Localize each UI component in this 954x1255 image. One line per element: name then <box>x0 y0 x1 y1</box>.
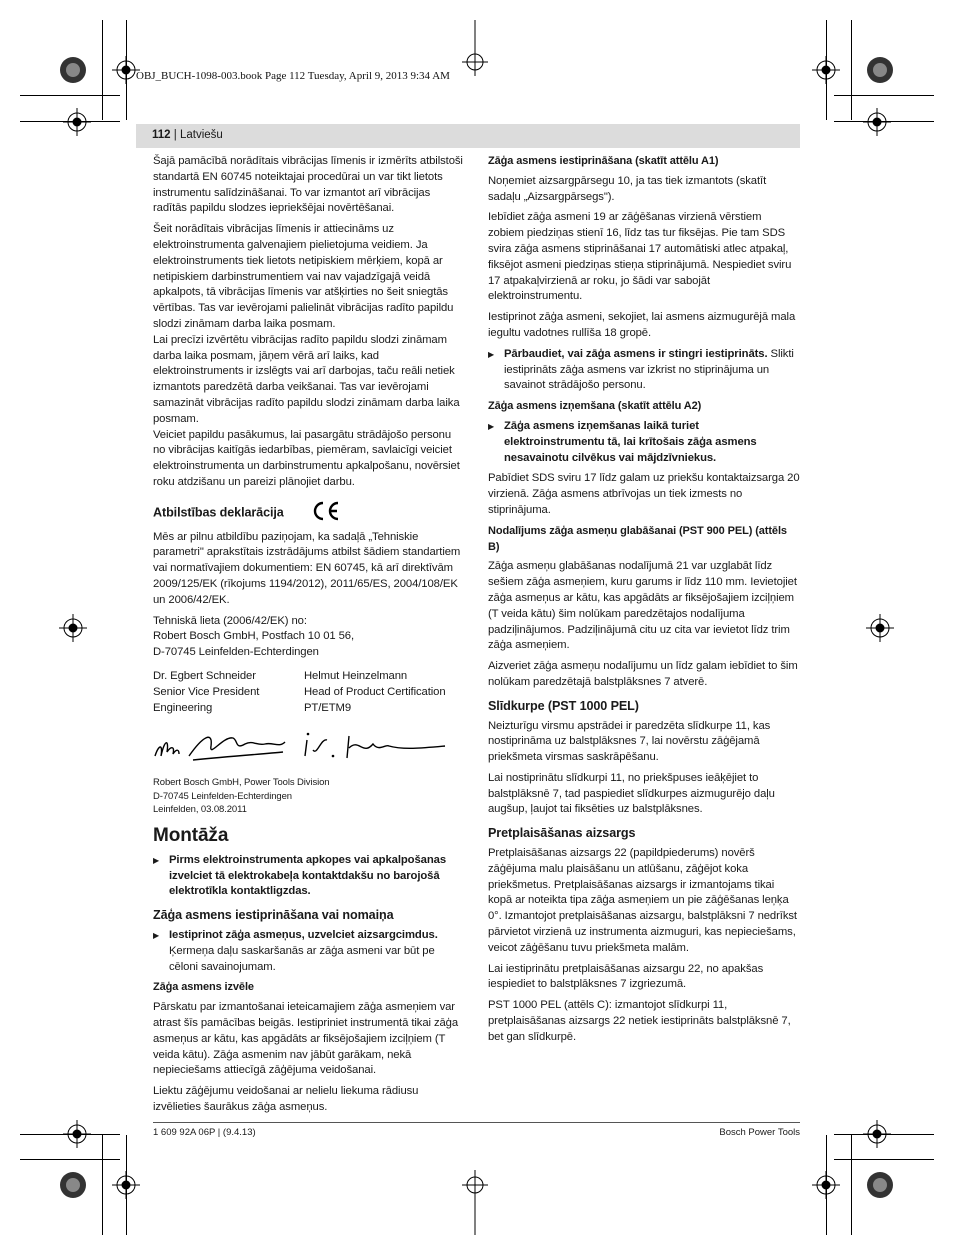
text-line: Tehniskā lieta (2006/42/EK) no: <box>153 614 307 627</box>
text-line: D-70745 Leinfelden-Echterdingen <box>153 790 292 802</box>
bullet-bold: Iestiprinot zāģa asmeņus, uzvelciet aizsargcimdus. <box>169 929 438 942</box>
signatory-title: Senior Vice President <box>153 685 260 698</box>
text-line: Robert Bosch GmbH, Postfach 10 01 56, <box>153 630 355 643</box>
chapter-title: Montāža <box>153 824 229 846</box>
footer-brand: Bosch Power Tools <box>719 1127 800 1138</box>
subsection-heading: Zāģa asmens iestiprināšana (skatīt attēlu A1) <box>488 155 719 167</box>
subsection-heading: Zāģa asmens izvēle <box>153 981 254 994</box>
paragraph: Aizveriet zāģa asmeņu nodalījumu un līdz galam iebīdiet to šim nolūkam paredzētajā balstplāksnes 7 atverē. <box>488 660 798 688</box>
paragraph: Lai nostiprinātu slīdkurpi 11, no priekšpuses ieāķējiet to balstplāksnē 7, tad paspiediet slīdkurpes aizmugurējo daļu augšup, ļaujot tai fiksēties uz balstplāksnes. <box>488 771 775 816</box>
footer-code: 1 609 92A 06P | (9.4.13) <box>153 1127 256 1138</box>
starburst-icon <box>60 57 86 83</box>
safety-bullet <box>488 347 800 394</box>
starburst-icon <box>867 57 893 83</box>
starburst-icon <box>60 1172 86 1198</box>
text-line: Robert Bosch GmbH, Power Tools Division <box>153 777 330 789</box>
paragraph: Neizturīgu virsmu apstrādei ir paredzēta slīdkurpe 11, kas nostiprināma uz balstplāksnes 7, lai novērstu zāģējamā priekšmeta virsmas saskrāpēšanu. <box>488 719 771 764</box>
ce-mark-icon <box>311 501 341 526</box>
paragraph: Pretplaisāšanas aizsargs 22 (papildpiederums) novērš zāģējuma malu plaisāšanu un atlūšanu, zāģējot koka priekšmetus. Pretplaisāšanas aizsargs ir izmantojams tikai kopā ar noteikta tipa zāģa asmeņiem un pie zāģēšanas leņķa 0°. Izmantojot pretplaisāšanas aizsargu, balstplāksni 7 nedrīkst pārvietot virzienā uz instrumenta aizmuguri, kas nepieciešams, veicot zāģēšanu tuvu priekšmeta malām. <box>488 847 797 954</box>
bullet-text: Slikti iestiprināts zāģa asmens var izkrist no stiprinājuma un savainot strādājošo personu. <box>504 347 794 392</box>
signatory-dept: PT/ETM9 <box>304 701 352 714</box>
heading-text: Atbilstības deklarācija <box>153 505 284 520</box>
header-language: Latviešu <box>179 129 223 141</box>
registration-target-icon <box>462 20 488 76</box>
safety-bullet <box>153 853 465 900</box>
paragraph: Pabīdiet SDS sviru 17 līdz galam uz priekšu kontaktaizsarga 20 virzienā. Zāģa asmens atbrīvojas un tiek izmests no stiprinājuma. <box>488 472 800 516</box>
safety-bullet <box>153 928 465 975</box>
page-header <box>136 124 800 148</box>
section-heading <box>153 501 465 526</box>
section-heading: Slīdkurpe (PST 1000 PEL) <box>488 698 639 713</box>
registration-target-icon <box>63 108 91 136</box>
signatory-title: Head of Product Certification <box>304 685 446 698</box>
section-heading: Zāģa asmens iestiprināšana vai nomaiņa <box>153 908 394 923</box>
paragraph: Lai precīzi izvērtētu vibrācijas radīto papildu slodzi zināmam darba laika posmam, jāņem vērā arī laiks, kad elektroinstruments ir izslēgts vai arī darbojas, taču reāli netiek izmantots paredzētā darba veikšanai. Tas var ievērojami samazināt vibrācijas radīto papildu slodzi zināmam darba laika posmam. <box>153 333 460 425</box>
safety-bullet <box>488 419 800 466</box>
print-slug: OBJ_BUCH-1098-003.book Page 112 Tuesday, April 9, 2013 9:34 AM <box>136 70 450 82</box>
registration-target-icon <box>812 56 840 84</box>
bullet-bold: Pārbaudiet, vai zāģa asmens ir stingri iestiprināts. <box>504 347 768 360</box>
signature-prefix: ppa. <box>157 762 159 764</box>
signatory-name: Helmut Heinzelmann <box>304 669 408 682</box>
paragraph: Iestiprinot zāģa asmeni, sekojiet, lai asmens aizmugurējā mala iegultu vadotnes rullīša 18 gropē. <box>488 311 796 339</box>
text-line: Leinfelden, 03.08.2011 <box>153 804 247 816</box>
registration-target-icon <box>112 1171 140 1199</box>
registration-target-icon <box>812 1171 840 1199</box>
paragraph: Lai iestiprinātu pretplaisāšanas aizsargu 22, no apakšas iespiediet to balstplāksnes 7 izgriezumā. <box>488 962 764 991</box>
paragraph: Noņemiet aizsargpārsegu 10, ja tas tiek izmantots (skatīt sadaļu „Aizsargpārsegs"). <box>488 174 767 203</box>
paragraph: Šajā pamācībā norādītais vibrācijas līmenis ir izmērīts atbilstoši standartā EN 60745 noteiktajai procedūrai un var tikt lietots instrumentu salīdzināšanai. To var izmantot arī vibrācijas radītās papildu slodzes iepriekšējai novērtēšanai. <box>153 155 463 215</box>
left-column <box>153 154 465 1121</box>
bullet-text: Ķermeņa daļu saskaršanās ar zāģa asmeni var būt pe cēloni savainojumam. <box>169 944 435 973</box>
registration-target-icon <box>863 108 891 136</box>
paragraph: Mēs ar pilnu atbildību paziņojam, ka sadaļā „Tehniskie parametri" aprakstītais izstrādājums atbilst šādiem standartiem vai normatīvajiem dokumentiem: EN 60745, kā arī direktīvām 2009/125/EK (rīkojums 1194/2012), 2011/65/ES, 2004/108/EK un 2006/42/EK. <box>153 530 461 606</box>
paragraph: Šeit norādītais vibrācijas līmenis ir attiecināms uz elektroinstrumenta galvenajiem pielietojuma veidiem. Ja elektroinstruments tiek lietots netipiskiem mērķiem, kopā ar netipiskiem darbinstrumentiem vai nav vajadzīgajā veidā apkalpots, tā vibrācijas līmenis var atšķirties no šeit sniegtās vērtības. Tas var ievērojami palielināt vibrācijas radīto papildu slodzi zināmam darba laika posmam. <box>153 223 454 330</box>
company-address <box>153 776 465 817</box>
signatory-row <box>153 685 465 701</box>
signatory-dept: Engineering <box>153 701 213 714</box>
paragraph: PST 1000 PEL (attēls C): izmantojot slīdkurpi 11, pretplaisāšanas aizsargs 22 netiek iestiprināts balstplāksnē 7, bet gan slīdkurpē. <box>488 999 791 1043</box>
subsection-heading: Zāģa asmens izņemšana (skatīt attēlu A2) <box>488 400 702 413</box>
page-footer <box>153 1122 800 1138</box>
header-separator: | <box>170 129 180 141</box>
paragraph: Veiciet papildu pasākumus, lai pasargātu strādājošo personu no vibrācijas kaitīgās iedarbības, piemēram, savlaicīgi veiciet elektroinstrumenta un darbinstrumentu apkalpošanu, novērsiet roku atdzišanu un pareizi plānojiet darbu. <box>153 428 460 488</box>
starburst-icon <box>867 1172 893 1198</box>
paragraph: Pārskatu par izmantošanai ieteicamajiem zāģa asmeņiem var atrast šīs pamācības beigās. Iestipriniet instrumentā tikai zāģa asmeņus ar kātu, kas apgādāts ar fiksējošajiem izciļņiem (T veida kātu). Zāģa asmenim nav jābūt garākam, nekā nepieciešams attiecīgā zāģējuma veidošanai. <box>153 1001 459 1077</box>
registration-target-icon <box>462 1170 488 1235</box>
text-line: D-70745 Leinfelden-Echterdingen <box>153 646 319 659</box>
page-number: 112 <box>152 129 171 141</box>
signatures-icon <box>153 726 453 766</box>
paragraph: Zāģa asmeņu glabāšanas nodalījumā 21 var uzglabāt līdz sešiem zāģa asmeņiem, kuru garums ir līdz 110 mm. Ievietojiet zāģa asmeņus ar kātu, kas apgādāts ar fiksējošajiem izciļņiem (T veida kātu) šim nolūkam paredzētajos nodalījuma padziļinājumos. Padziļinājumā citu uz cita var ievietot līdz trim zāģa asmeņiem. <box>488 560 797 652</box>
registration-target-icon <box>63 1120 91 1148</box>
signature-prefix: i.V. <box>303 762 304 764</box>
paragraph: Liektu zāģējumu veidošanai ar nelielu liekuma rādiusu izvēlieties šaurākus zāģa asmeņus. <box>153 1085 419 1114</box>
subsection-heading: Nodalījums zāģa asmeņu glabāšanai (PST 900 PEL) (attēls B) <box>488 524 787 553</box>
header-text <box>152 129 223 141</box>
registration-target-icon <box>863 1120 891 1148</box>
registration-target-icon <box>59 614 87 642</box>
bullet-text: Pirms elektroinstrumenta apkopes vai apkalpošanas izvelciet tā elektrokabeļa kontaktdakšu no barojošā elektrotīkla kontaktligzdas. <box>169 853 447 898</box>
signatory-row <box>153 701 465 717</box>
registration-target-icon <box>866 614 894 642</box>
bullet-bold: Zāģa asmens izņemšanas laikā turiet elektroinstrumentu tā, lai krītošais zāģa asmens nesavainotu cilvēkus vai mājdzīvniekus. <box>504 419 757 464</box>
signatory-name: Dr. Egbert Schneider <box>153 669 256 682</box>
section-heading: Pretplaisāšanas aizsargs <box>488 826 636 841</box>
signatory-row <box>153 669 465 685</box>
paragraph <box>153 614 465 661</box>
right-column <box>488 154 800 1051</box>
paragraph: Iebīdiet zāģa asmeni 19 ar zāģēšanas virzienā vērstiem zobiem piedziņas stienī 16, līdz tas tur fiksējas. Pie tam SDS svira zāģa asmens stiprināšanai 17 automātiski atlec atpakaļ, fiksējot asmeni piedziņas stieņa stiprinājumā. Nespiediet sviru 17 atpakaļvirzienā ar roku, jo šādi var sabojāt elektroinstrumentu. <box>488 211 792 303</box>
